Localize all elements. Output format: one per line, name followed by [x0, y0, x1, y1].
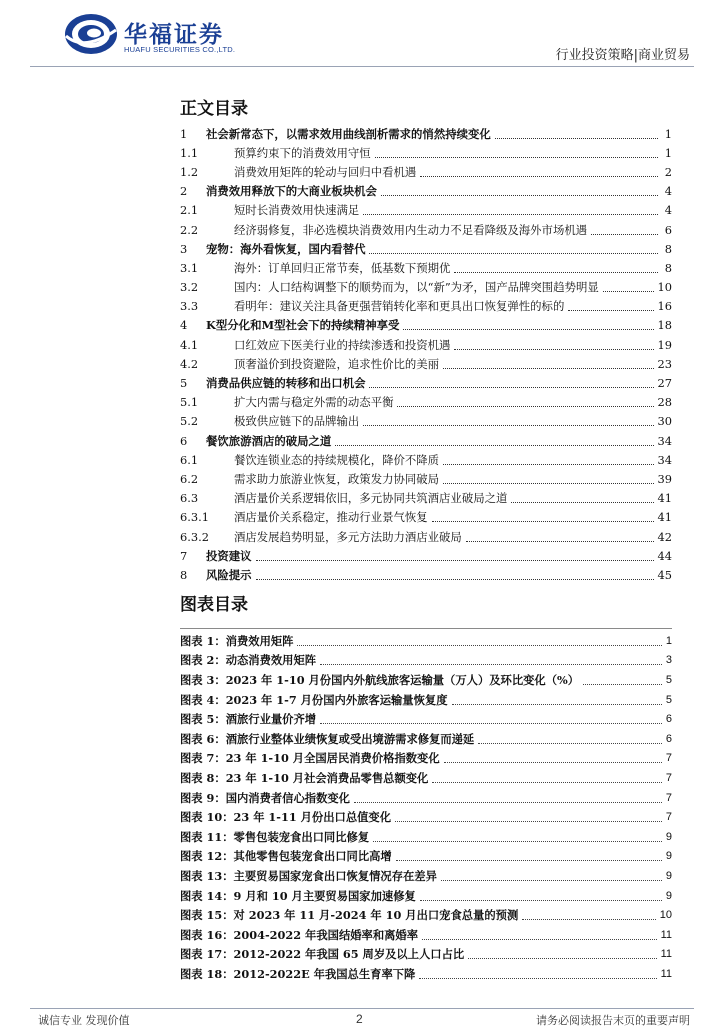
- toc-item[interactable]: [180, 335, 672, 354]
- toc-item-number: 1: [180, 126, 188, 141]
- figure-item-page: 7: [665, 811, 672, 824]
- figure-leader-dots: [320, 723, 662, 724]
- toc-item-text: 需求助力旅游业恢复，政策发力协同破局: [234, 471, 440, 486]
- figure-item-page: 11: [660, 948, 672, 961]
- toc-item[interactable]: [180, 162, 672, 181]
- toc-item[interactable]: [180, 431, 672, 450]
- toc-item[interactable]: [180, 354, 672, 373]
- toc-leader-dots: [495, 138, 658, 139]
- toc-item-number: 5.2: [180, 414, 199, 429]
- toc-item-page: 23: [657, 356, 672, 371]
- toc-item[interactable]: [180, 201, 672, 220]
- figure-item-page: 5: [665, 673, 672, 686]
- toc-item-page: 39: [657, 471, 672, 486]
- figure-item[interactable]: [180, 690, 672, 710]
- figure-item-page: 9: [665, 830, 672, 843]
- toc-item-number: 3: [180, 241, 188, 256]
- toc-item-page: 19: [657, 337, 672, 352]
- toc-leader-dots: [454, 349, 653, 350]
- figure-leader-dots: [373, 841, 662, 842]
- figure-item-page: 3: [665, 654, 672, 667]
- toc-item-number: 8: [180, 567, 188, 582]
- figure-item-label: 图表 4：: [180, 692, 226, 707]
- figure-item-text: 其他零售包装宠食出口同比高增: [233, 849, 392, 864]
- toc-item-number: 4.2: [180, 356, 199, 371]
- toc-item[interactable]: [180, 124, 672, 143]
- figure-item-label: 图表 5：: [180, 712, 226, 727]
- toc-item-page: 1: [664, 145, 672, 160]
- figure-item-page: 9: [665, 850, 672, 863]
- figure-item-text: 9 月和 10 月主要贸易国家加速修复: [233, 888, 416, 903]
- toc-item-page: 6: [664, 222, 672, 237]
- toc-leader-dots: [363, 425, 653, 426]
- figures-top-rule: [180, 628, 672, 629]
- figure-item-page: 6: [665, 713, 672, 726]
- figure-item[interactable]: [180, 709, 672, 729]
- figure-item-text: 23 年 1-10 月社会消费品零售总额变化: [225, 770, 429, 785]
- toc-item-page: 16: [657, 299, 672, 314]
- figure-item[interactable]: [180, 768, 672, 788]
- toc-leader-dots: [369, 253, 658, 254]
- toc-item[interactable]: [180, 278, 672, 297]
- figures-list: [180, 631, 672, 984]
- toc-item-text: 扩大内需与稳定外需的动态平衡: [234, 395, 394, 410]
- toc-item-number: 5: [180, 376, 188, 391]
- figure-item-text: 零售包装宠食出口同比修复: [233, 829, 370, 844]
- toc-item[interactable]: [180, 565, 672, 584]
- toc-item-page: 4: [664, 184, 672, 199]
- figure-item-text: 酒旅行业整体业绩恢复或受出境游需求修复而递延: [225, 731, 475, 746]
- toc-item-text: 消费品供应链的转移和出口机会: [206, 376, 366, 391]
- figure-leader-dots: [396, 860, 662, 861]
- toc-leader-dots: [591, 234, 658, 235]
- toc-item-page: 1: [664, 126, 672, 141]
- figure-item-text: 对 2023 年 11 月-2024 年 10 月出口宠食总量的预测: [233, 908, 519, 923]
- toc-item-number: 7: [180, 548, 188, 563]
- figure-leader-dots: [354, 802, 662, 803]
- figure-item[interactable]: [180, 827, 672, 847]
- figure-item-text: 动态消费效用矩阵: [225, 653, 317, 668]
- toc-item-text: 消费效用矩阵的轮动与回归中看机遇: [234, 164, 417, 179]
- figure-item-text: 2023 年 1-10 月份国内外航线旅客运输量（万人）及环比变化（%）: [225, 672, 580, 687]
- figure-item-text: 2004-2022 年我国结婚率和离婚率: [233, 927, 419, 942]
- toc-leader-dots: [443, 464, 653, 465]
- toc-item-text: 预算约束下的消费效用守恒: [234, 145, 371, 160]
- toc-item[interactable]: [180, 373, 672, 392]
- toc-item-number: 1.2: [180, 164, 199, 179]
- logo-chinese-name: 华福证券: [124, 22, 224, 48]
- figure-leader-dots: [441, 880, 662, 881]
- footer-divider: [30, 1008, 694, 1009]
- toc-item-text: 短时长消费效用快速满足: [234, 203, 360, 218]
- toc-leader-dots: [443, 368, 653, 369]
- figure-item[interactable]: [180, 905, 672, 925]
- toc-leader-dots: [511, 502, 653, 503]
- toc-item[interactable]: [180, 546, 672, 565]
- toc-item-page: 30: [657, 414, 672, 429]
- figure-item-label: 图表 6：: [180, 731, 226, 746]
- figure-item-label: 图表 2：: [180, 653, 226, 668]
- toc-item-number: 5.1: [180, 395, 199, 410]
- toc-item-text: 餐饮连锁业态的持续规模化，降价不降质: [234, 452, 440, 467]
- toc-list: [180, 124, 672, 585]
- figure-item-text: 23 年 1-10 月全国居民消费价格指数变化: [225, 751, 440, 766]
- figure-item-label: 图表 9：: [180, 790, 226, 805]
- toc-item-page: 2: [664, 164, 672, 179]
- toc-leader-dots: [369, 387, 653, 388]
- toc-item-page: 8: [664, 241, 672, 256]
- figures-title: 图表目录: [180, 595, 248, 615]
- toc-item-text: 社会新常态下，以需求效用曲线剖析需求的悄然持续变化: [206, 126, 491, 141]
- figure-item[interactable]: [180, 964, 672, 984]
- report-category: 行业投资策略|商业贸易: [555, 48, 690, 63]
- figure-item-text: 主要贸易国家宠食出口恢复情况存在差异: [233, 868, 437, 883]
- figure-leader-dots: [432, 782, 662, 783]
- toc-item-page: 27: [657, 376, 672, 391]
- figure-item-label: 图表 7：: [180, 751, 226, 766]
- toc-item-page: 4: [664, 203, 672, 218]
- logo-swirl-icon: [64, 12, 120, 56]
- figure-item-label: 图表 3：: [180, 672, 226, 687]
- figure-item[interactable]: [180, 807, 672, 827]
- figure-item[interactable]: [180, 945, 672, 965]
- figure-leader-dots: [452, 704, 662, 705]
- figure-leader-dots: [422, 939, 657, 940]
- figure-item-label: 图表 10：: [180, 810, 234, 825]
- figure-leader-dots: [468, 958, 656, 959]
- toc-item-page: 18: [657, 318, 672, 333]
- figure-leader-dots: [395, 821, 662, 822]
- figure-leader-dots: [297, 645, 661, 646]
- figure-item-label: 图表 8：: [180, 770, 226, 785]
- figure-item-label: 图表 11：: [180, 829, 234, 844]
- figure-item-page: 11: [660, 967, 672, 980]
- toc-leader-dots: [466, 541, 654, 542]
- toc-item[interactable]: [180, 393, 672, 412]
- figure-item-text: 国内消费者信心指数变化: [225, 790, 350, 805]
- toc-leader-dots: [363, 214, 658, 215]
- toc-item-page: 34: [657, 452, 672, 467]
- figure-leader-dots: [420, 900, 662, 901]
- toc-item[interactable]: [180, 258, 672, 277]
- toc-item-text: 酒店量价关系稳定，推动行业景气恢复: [234, 510, 428, 525]
- toc-item-page: 34: [657, 433, 672, 448]
- figure-item-label: 图表 18：: [180, 966, 234, 981]
- toc-item-number: 2: [180, 184, 188, 199]
- toc-leader-dots: [397, 406, 653, 407]
- toc-item-number: 3.1: [180, 260, 199, 275]
- figure-item-label: 图表 14：: [180, 888, 234, 903]
- toc-leader-dots: [375, 157, 658, 158]
- toc-item[interactable]: [180, 220, 672, 239]
- figure-item-label: 图表 13：: [180, 868, 234, 883]
- figure-item-label: 图表 16：: [180, 927, 234, 942]
- toc-item-number: 6.1: [180, 452, 199, 467]
- toc-leader-dots: [256, 560, 654, 561]
- toc-item-text: 看明年：建议关注具备更强营销转化率和更具出口恢复弹性的标的: [234, 299, 565, 314]
- footer-slogan: 诚信专业 发现价值: [38, 1014, 130, 1027]
- toc-item-number: 1.1: [180, 145, 199, 160]
- toc-leader-dots: [403, 329, 653, 330]
- figure-item[interactable]: [180, 788, 672, 808]
- figure-leader-dots: [478, 743, 662, 744]
- figure-item-page: 7: [665, 752, 672, 765]
- toc-item-page: 28: [657, 395, 672, 410]
- figure-leader-dots: [522, 919, 656, 920]
- toc-item-number: 3.3: [180, 299, 199, 314]
- toc-leader-dots: [335, 445, 653, 446]
- figure-item-page: 9: [665, 889, 672, 902]
- toc-item-text: 顶奢溢价到投资避险，追求性价比的美丽: [234, 356, 440, 371]
- figure-item[interactable]: [180, 749, 672, 769]
- figure-item-page: 7: [665, 771, 672, 784]
- toc-item[interactable]: [180, 316, 672, 335]
- figure-item[interactable]: [180, 866, 672, 886]
- figure-item-text: 2012-2022 年我国 65 周岁及以上人口占比: [233, 947, 465, 962]
- figure-item-page: 6: [665, 732, 672, 745]
- toc-item-text: 极致供应链下的品牌输出: [234, 414, 360, 429]
- toc-item-page: 44: [657, 548, 672, 563]
- toc-item-number: 6.3: [180, 491, 199, 506]
- toc-item[interactable]: [180, 143, 672, 162]
- toc-item-number: 3.2: [180, 280, 199, 295]
- toc-item-text: 国内：人口结构调整下的顺势而为，以“新”为矛，国产品牌突围趋势明显: [234, 280, 599, 295]
- page-header: [0, 0, 724, 70]
- toc-item[interactable]: [180, 297, 672, 316]
- toc-item-text: 投资建议: [206, 548, 252, 563]
- figure-item-label: 图表 17：: [180, 947, 234, 962]
- toc-leader-dots: [432, 521, 654, 522]
- figure-item-label: 图表 15：: [180, 908, 234, 923]
- logo-english-name: HUAFU SECURITIES CO.,LTD.: [124, 45, 236, 54]
- toc-item-text: 口红效应下医美行业的持续渗透和投资机遇: [234, 337, 451, 352]
- toc-item[interactable]: [180, 508, 672, 527]
- toc-leader-dots: [443, 483, 653, 484]
- toc-item-page: 41: [657, 510, 672, 525]
- toc-item[interactable]: [180, 239, 672, 258]
- toc-item-text: 餐饮旅游酒店的破局之道: [206, 433, 332, 448]
- toc-item-text: 海外：订单回归正常节奏，低基数下预期优: [234, 260, 451, 275]
- figure-item-page: 9: [665, 869, 672, 882]
- toc-item-number: 6: [180, 433, 188, 448]
- toc-item-number: 2.1: [180, 203, 199, 218]
- toc-item[interactable]: [180, 527, 672, 546]
- toc-item-page: 10: [657, 280, 672, 295]
- toc-item-text: 风险提示: [206, 567, 252, 582]
- page-number: 2: [356, 1012, 363, 1026]
- toc-item[interactable]: [180, 469, 672, 488]
- toc-item-page: 41: [657, 491, 672, 506]
- toc-item-text: 酒店量价关系逻辑依旧，多元协同共筑酒店业破局之道: [234, 491, 508, 506]
- toc-item[interactable]: [180, 450, 672, 469]
- toc-leader-dots: [420, 176, 658, 177]
- toc-item[interactable]: [180, 182, 672, 201]
- figure-item[interactable]: [180, 847, 672, 867]
- toc-item-text: K型分化和M型社会下的持续精神享受: [206, 318, 400, 333]
- toc-item-page: 42: [657, 529, 672, 544]
- figure-item-page: 1: [665, 634, 672, 647]
- figure-item[interactable]: [180, 729, 672, 749]
- figure-item[interactable]: [180, 925, 672, 945]
- figure-item-text: 酒旅行业量价齐增: [225, 712, 317, 727]
- figure-item-text: 2023 年 1-7 月份国内外旅客运输量恢复度: [225, 692, 448, 707]
- toc-item-text: 消费效用释放下的大商业板块机会: [206, 184, 377, 199]
- figure-item[interactable]: [180, 670, 672, 690]
- toc-item-text: 宠物：海外看恢复，国内看替代: [206, 241, 366, 256]
- toc-item[interactable]: [180, 489, 672, 508]
- toc-leader-dots: [454, 272, 658, 273]
- figure-item-page: 11: [660, 928, 672, 941]
- figure-item[interactable]: [180, 631, 672, 651]
- toc-item-text: 酒店发展趋势明显，多元方法助力酒店业破局: [234, 529, 462, 544]
- figure-item[interactable]: [180, 886, 672, 906]
- figure-item-page: 5: [665, 693, 672, 706]
- figure-item[interactable]: [180, 651, 672, 671]
- toc-item-text: 经济弱修复，非必选模块消费效用内生动力不足看降级及海外市场机遇: [234, 222, 588, 237]
- company-logo: [64, 12, 264, 58]
- figure-item-text: 23 年 1-11 月份出口总值变化: [233, 810, 392, 825]
- toc-item-page: 8: [664, 260, 672, 275]
- toc-item-number: 2.2: [180, 222, 199, 237]
- figure-item-label: 图表 1：: [180, 633, 226, 648]
- figure-leader-dots: [444, 762, 662, 763]
- figure-leader-dots: [419, 978, 656, 979]
- toc-title: 正文目录: [180, 99, 248, 119]
- toc-leader-dots: [568, 310, 653, 311]
- figure-item-label: 图表 12：: [180, 849, 234, 864]
- figure-item-page: 10: [659, 909, 672, 922]
- figure-item-text: 2012-2022E 年我国总生育率下降: [233, 966, 416, 981]
- figure-item-page: 7: [665, 791, 672, 804]
- header-divider: [30, 66, 694, 67]
- figure-leader-dots: [583, 684, 662, 685]
- toc-item-number: 6.3.1: [180, 510, 209, 525]
- toc-item-number: 6.3.2: [180, 529, 209, 544]
- toc-item[interactable]: [180, 412, 672, 431]
- toc-item-number: 4.1: [180, 337, 199, 352]
- toc-item-number: 6.2: [180, 471, 199, 486]
- toc-item-page: 45: [657, 567, 672, 582]
- figure-item-text: 消费效用矩阵: [225, 633, 294, 648]
- toc-leader-dots: [603, 291, 654, 292]
- footer-disclaimer: 请务必阅读报告末页的重要声明: [536, 1014, 690, 1027]
- figure-leader-dots: [320, 664, 662, 665]
- toc-leader-dots: [381, 195, 658, 196]
- toc-leader-dots: [256, 579, 654, 580]
- toc-item-number: 4: [180, 318, 188, 333]
